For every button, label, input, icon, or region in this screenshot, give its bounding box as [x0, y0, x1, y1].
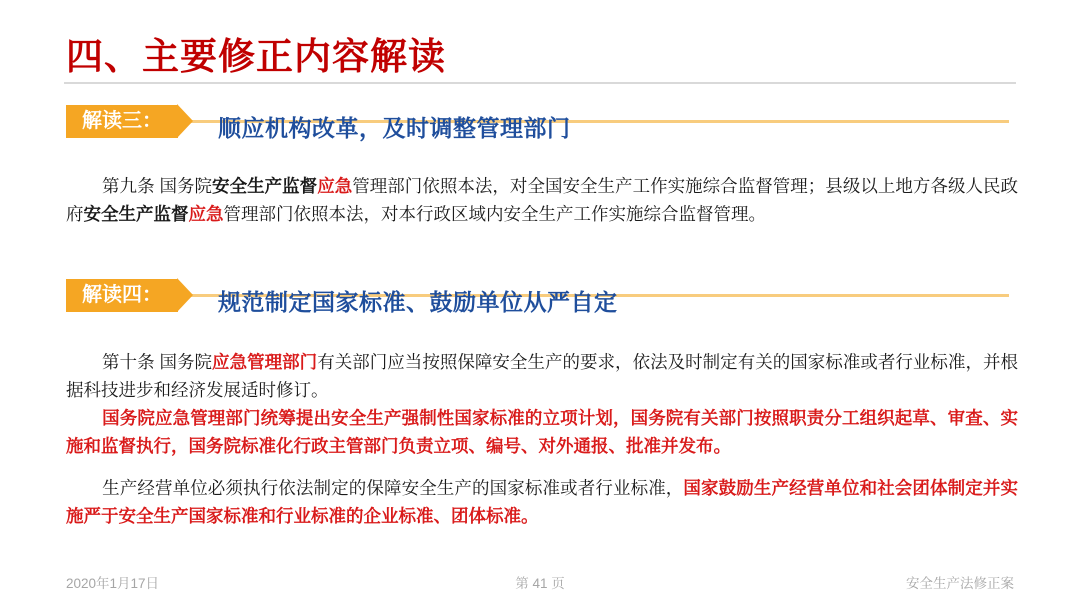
- section-badge-2: 解读四：: [66, 279, 178, 312]
- footer-page-number: 第 41 页: [515, 576, 565, 591]
- footer-date: 2020年1月17日: [66, 576, 160, 591]
- text-run-bold: 安全生产监督: [212, 176, 318, 196]
- text-run-bold: 安全生产监督: [83, 204, 189, 225]
- text-run: 管理部门依照本法，对本行政区域内安全生产工作实施综合监督管理。: [223, 204, 766, 225]
- slide-footer: [0, 572, 1080, 594]
- text-run: 第十条 国务院: [102, 352, 213, 372]
- section-heading-1: 顺应机构改革，及时调整管理部门: [218, 115, 571, 141]
- page-title: 四、主要修正内容解读: [66, 36, 446, 77]
- text-run: 第九条 国务院: [102, 176, 213, 196]
- text-run: 管理部门依照本法，对全国安全生产工作实施综合监督管理；县级以上地方各级人民政府: [66, 176, 1019, 225]
- section-2-paragraph-1: [66, 348, 1018, 405]
- text-run-highlight: 应急: [188, 204, 224, 225]
- section-2-paragraph-3: [66, 474, 1018, 531]
- section-heading-2: 规范制定国家标准、鼓励单位从严自定: [218, 289, 618, 315]
- text-run: 生产经营单位必须执行依法制定的保障安全生产的国家标准或者行业标准，: [102, 478, 684, 498]
- text-run-highlight: 应急管理部门: [212, 352, 318, 372]
- text-run-highlight: 应急: [317, 176, 353, 196]
- footer-source: 安全生产法修正案: [906, 576, 1014, 591]
- text-run-highlight: 国家鼓励生产经营单位和社会团体制定并实施严于安全生产国家标准和行业标准的企业标准、团体标准。: [66, 478, 1018, 527]
- section-2-paragraph-2: [66, 404, 1018, 461]
- text-run: 有关部门应当按照保障安全生产的要求，依法及时制定有关的国家标准或者行业标准，并根据科技进步和经济发展适时修订。: [66, 352, 1019, 401]
- text-run-highlight: 国务院应急管理部门统筹提出安全生产强制性国家标准的立项计划，国务院有关部门按照职责分工组织起草、审查、实施和监督执行，国务院标准化行政主管部门负责立项、编号、对外通报、批准并发布。: [66, 408, 1018, 457]
- title-divider: [64, 82, 1016, 84]
- section-badge-1: 解读三：: [66, 105, 178, 138]
- section-1-paragraph-1: [66, 172, 1018, 229]
- section-badge-tail-2: [177, 278, 193, 312]
- section-badge-tail-1: [177, 104, 193, 138]
